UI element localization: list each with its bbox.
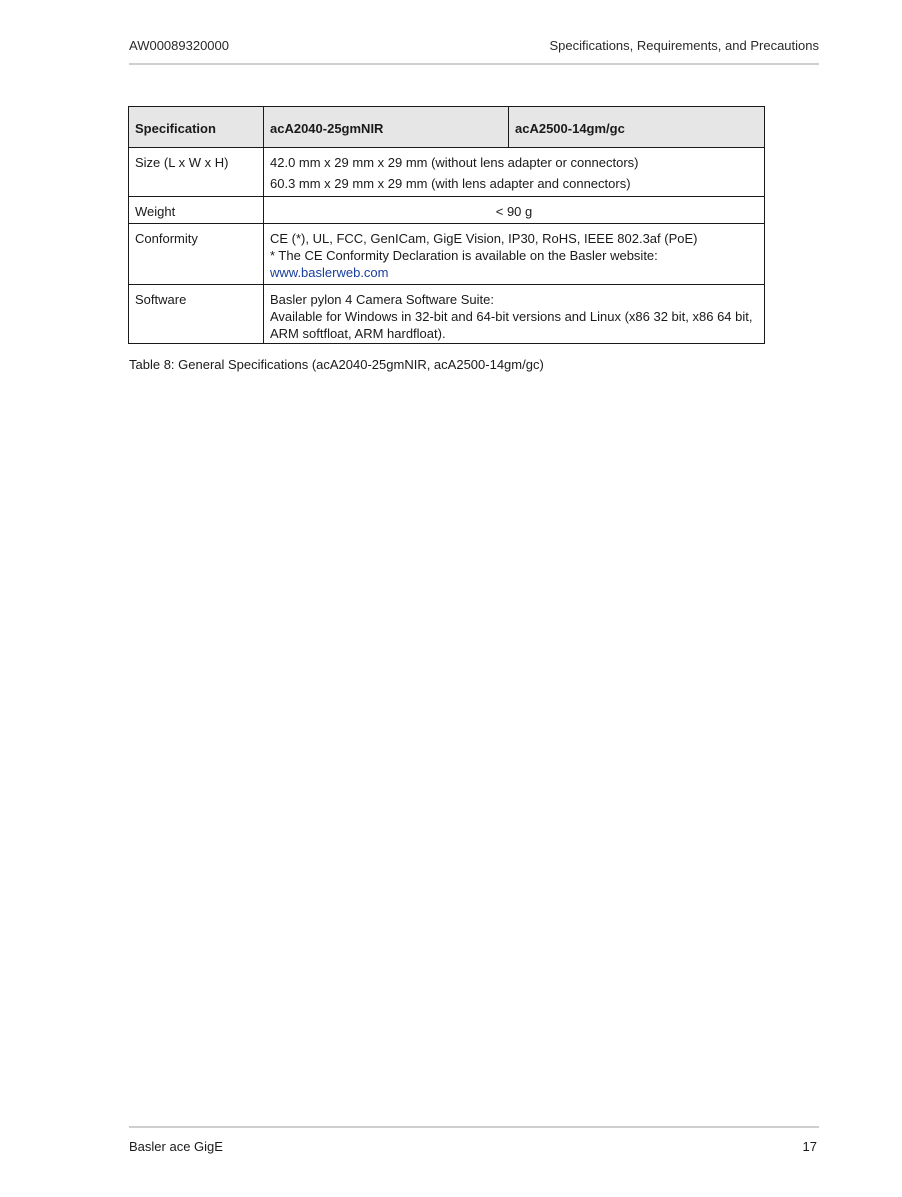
table-caption: Table 8: General Specifications (acA2040-25gmNIR, acA2500-14gm/gc) <box>129 357 544 372</box>
document-id: AW00089320000 <box>129 38 229 53</box>
size-value-cell <box>264 148 765 197</box>
column-header-aca2500-14gm-gc: acA2500-14gm/gc <box>509 107 765 148</box>
header-divider <box>129 63 819 65</box>
size-without-adapter: 42.0 mm x 29 mm x 29 mm (without lens adapter or connectors) <box>270 155 639 170</box>
column-header-specification: Specification <box>129 107 264 148</box>
table-row-size <box>129 148 765 197</box>
row-label-size: Size (L x W x H) <box>129 148 264 197</box>
conformity-value-cell <box>264 224 765 285</box>
page-number: 17 <box>802 1139 817 1154</box>
column-header-aca2040-25gmnir: acA2040-25gmNIR <box>264 107 509 148</box>
product-name: Basler ace GigE <box>129 1139 223 1154</box>
row-label-weight: Weight <box>129 197 264 224</box>
weight-value: < 90 g <box>264 197 765 224</box>
section-title: Specifications, Requirements, and Precautions <box>549 38 819 53</box>
table-row-weight <box>129 197 765 224</box>
page-header <box>129 38 819 56</box>
page-footer <box>129 1139 817 1157</box>
footer-divider <box>129 1126 819 1128</box>
table-header-row <box>129 107 765 148</box>
software-suite: Basler pylon 4 Camera Software Suite: <box>270 292 494 307</box>
row-label-conformity: Conformity <box>129 224 264 285</box>
general-specifications-table <box>128 106 765 344</box>
conformity-note: * The CE Conformity Declaration is available on the Basler website: <box>270 248 658 263</box>
software-platforms: Available for Windows in 32-bit and 64-bit versions and Linux (x86 32 bit, x86 64 bit, ARM softfloat, ARM hardfloat). <box>270 309 753 341</box>
software-value-cell <box>264 285 765 344</box>
size-with-adapter: 60.3 mm x 29 mm x 29 mm (with lens adapter and connectors) <box>270 176 631 191</box>
table-row-conformity <box>129 224 765 285</box>
basler-website-link[interactable]: www.baslerweb.com <box>270 265 389 280</box>
table-row-software <box>129 285 765 344</box>
row-label-software: Software <box>129 285 264 344</box>
conformity-standards: CE (*), UL, FCC, GenICam, GigE Vision, IP30, RoHS, IEEE 802.3af (PoE) <box>270 231 698 246</box>
